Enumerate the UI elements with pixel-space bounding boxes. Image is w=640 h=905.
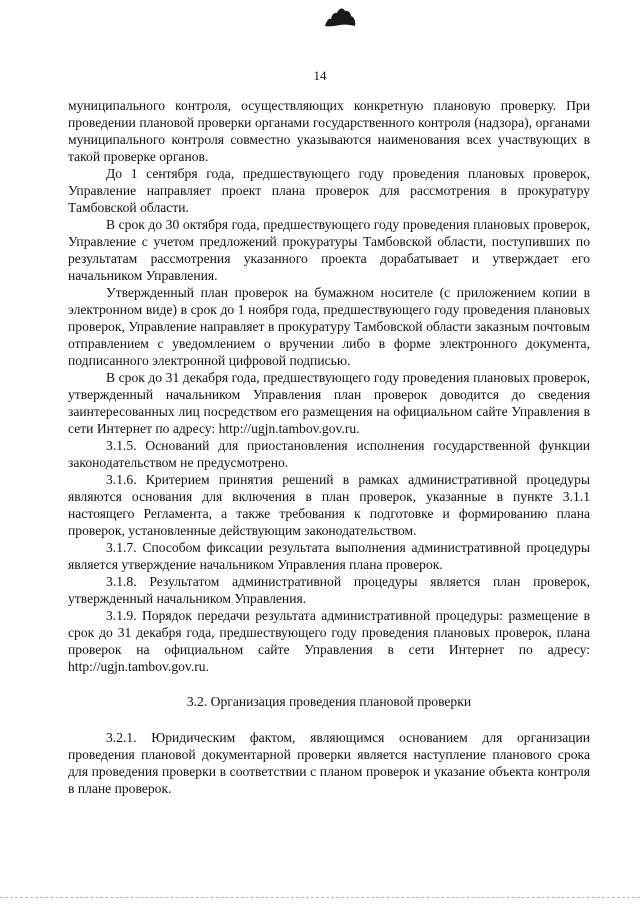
document-body — [68, 97, 590, 797]
section-heading: 3.2. Организация проведения плановой проверки — [186, 694, 472, 709]
clause-3-1-9: 3.1.9. Порядок передачи результата административной процедуры: размещение в срок до 31 декабря года, предшествующего году проведения плановых проверок, плана проверок на официальном сайте Управления в сети Интернет по адресу: http://ugjn.tambov.gov.ru. — [68, 608, 590, 674]
paragraph: В срок до 31 декабря года, предшествующего году проведения плановых проверок, утвержденный начальником Управления план проверок доводится до сведения заинтересованных лиц посредством его размещения на официальном сайте Управления в сети Интернет по адресу: http://ugjn.tambov.gov.ru. — [68, 370, 590, 436]
clause-3-1-8: 3.1.8. Результатом административной процедуры является план проверок, утвержденный начальником Управления. — [68, 574, 590, 606]
clause-3-1-7: 3.1.7. Способом фиксации результата выполнения административной процедуры является утверждение начальником Управления плана проверок. — [68, 540, 590, 572]
paragraph: До 1 сентября года, предшествующего году проведения плановых проверок, Управление направляет проект плана проверок для рассмотрения в прокуратуру Тамбовской области. — [68, 166, 590, 215]
ink-blot-mark — [323, 6, 357, 28]
page-number: 14 — [313, 68, 327, 83]
clause-3-1-5: 3.1.5. Оснований для приостановления исполнения государственной функции законодательством не предусмотрено. — [68, 438, 590, 470]
paragraph: Утвержденный план проверок на бумажном носителе (с приложением копии в электронном виде) в срок до 1 ноября года, предшествующего году проведения плановых проверок, Управление направляет в прокуратуру Тамбовской области заказным почтовым отправлением с уведомлением о вручении либо в форме электронного документа, подписанного электронной цифровой подписью. — [68, 285, 590, 368]
scan-edge-line — [0, 897, 640, 898]
paragraph: В срок до 30 октября года, предшествующего году проведения плановых проверок, Управление с учетом предложений прокуратуры Тамбовской области, поступивших по результатам рассмотрения указанного проекта дорабатывает и утверждает его начальником Управления. — [68, 217, 590, 283]
clause-3-2-1: 3.2.1. Юридическим фактом, являющимся основанием для организации проведения плановой документарной проверки является наступление планового срока для проведения проверки в соответствии с планом проверок и указание объекта контроля в плане проверок. — [68, 730, 590, 796]
paragraph: муниципального контроля, осуществляющих конкретную плановую проверку. При проведении плановой проверки органами государственного контроля (надзора), органами муниципального контроля совместно указываются наименования всех участвующих в такой проверке органов. — [68, 98, 590, 164]
clause-3-1-6: 3.1.6. Критерием принятия решений в рамках административной процедуры являются основания для включения в план проверок, указанные в пункте 3.1.1 настоящего Регламента, а также требования к подготовке и формированию плана проверок, установленные действующим законодательством. — [68, 472, 590, 538]
